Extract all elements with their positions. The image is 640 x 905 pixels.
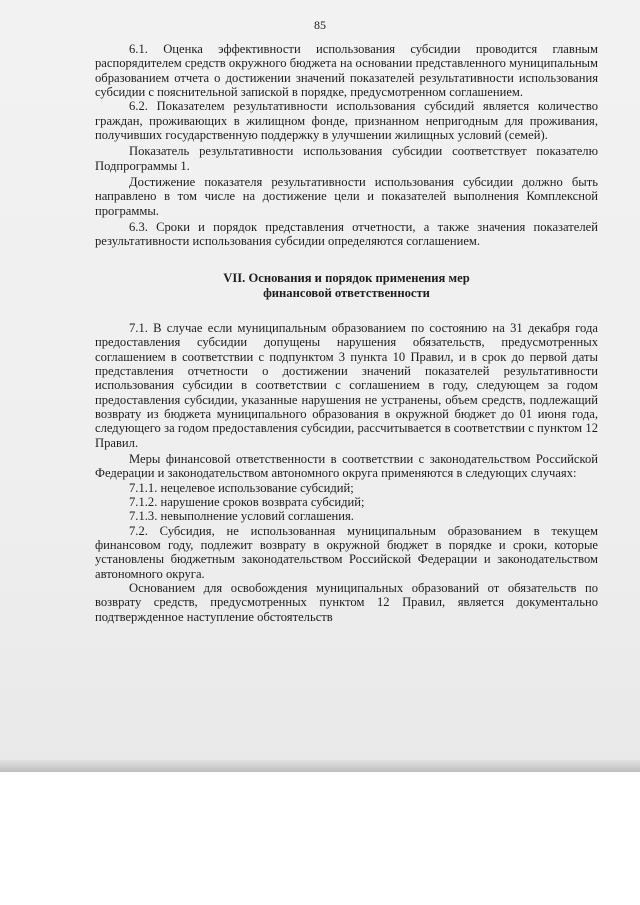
page-edge-shadow <box>0 760 640 772</box>
paragraph-7-2: 7.2. Субсидия, не использованная муниципальным образованием в текущем финансовом году, подлежит возврату в окружной бюджет в порядке и сроки, которые установлены бюджетным законодательством Российской Федерации и законодательством автономного округа. <box>95 523 598 581</box>
paragraph-7-1: 7.1. В случае если муниципальным образованием по состоянию на 31 декабря года предоставления субсидии допущены нарушения обязательств, предусмотренных соглашением в соответствии с подпунктом 3 пункта 10 Правил, и в срок до первой даты представления отчетности о достижении значений показателей результативности использования субсидии в соответствии с соглашением в году, следующем за годом предоставления субсидии, указанные нарушения не устранены, объем средств, подлежащий возврату из бюджета муниципального образования в окружной бюджет до 01 июня года, следующего за годом предоставления субсидии, рассчитывается в соответствии с пунктом 12 Правил. <box>95 320 598 450</box>
page-number: 85 <box>314 18 326 32</box>
document-body <box>95 42 598 624</box>
paragraph-6-3: 6.3. Сроки и порядок представления отчетности, а также значения показателей результативности использования субсидии определяются соглашением. <box>95 220 598 249</box>
paragraph-indicator-match: Показатель результативности использования субсидии соответствует показателю Подпрограммы 1. <box>95 144 598 173</box>
paragraph-6-1: 6.1. Оценка эффективности использования субсидии проводится главным распорядителем средств окружного бюджета на основании представленного муниципальным образованием отчета о достижении значений показателей результативности использования субсидии с пояснительной запиской в порядке, предусмотренном соглашением. <box>95 42 598 100</box>
section-heading <box>95 271 598 301</box>
list-item-7-1-2: 7.1.2. нарушение сроков возврата субсидий; <box>129 494 365 509</box>
paragraph-6-2: 6.2. Показателем результативности использования субсидий является количество граждан, проживающих в жилищном фонде, признанном непригодным для проживания, получивших государственную поддержку в улучшении жилищных условий (семей). <box>95 99 598 143</box>
list-item-7-1-3: 7.1.3. невыполнение условий соглашения. <box>129 509 354 524</box>
paragraph-release-grounds: Основанием для освобождения муниципальных образований от обязательств по возврату средств, предусмотренных пунктом 12 Правил, является документально подтвержденное наступление обстоятельств <box>95 581 598 624</box>
section-heading-line-1: VII. Основания и порядок применения мер <box>223 270 470 285</box>
list-item-7-1-1: 7.1.1. нецелевое использование субсидий; <box>129 480 354 495</box>
paragraph-indicator-goal: Достижение показателя результативности использования субсидии должно быть направлено в том числе на достижение цели и показателей выполнения Комплексной программы. <box>95 175 598 218</box>
paragraph-measures: Меры финансовой ответственности в соответствии с законодательством Российской Федерации и законодательством автономного округа применяются в следующих случаях: <box>95 451 598 481</box>
section-heading-line-2: финансовой ответственности <box>263 285 430 300</box>
